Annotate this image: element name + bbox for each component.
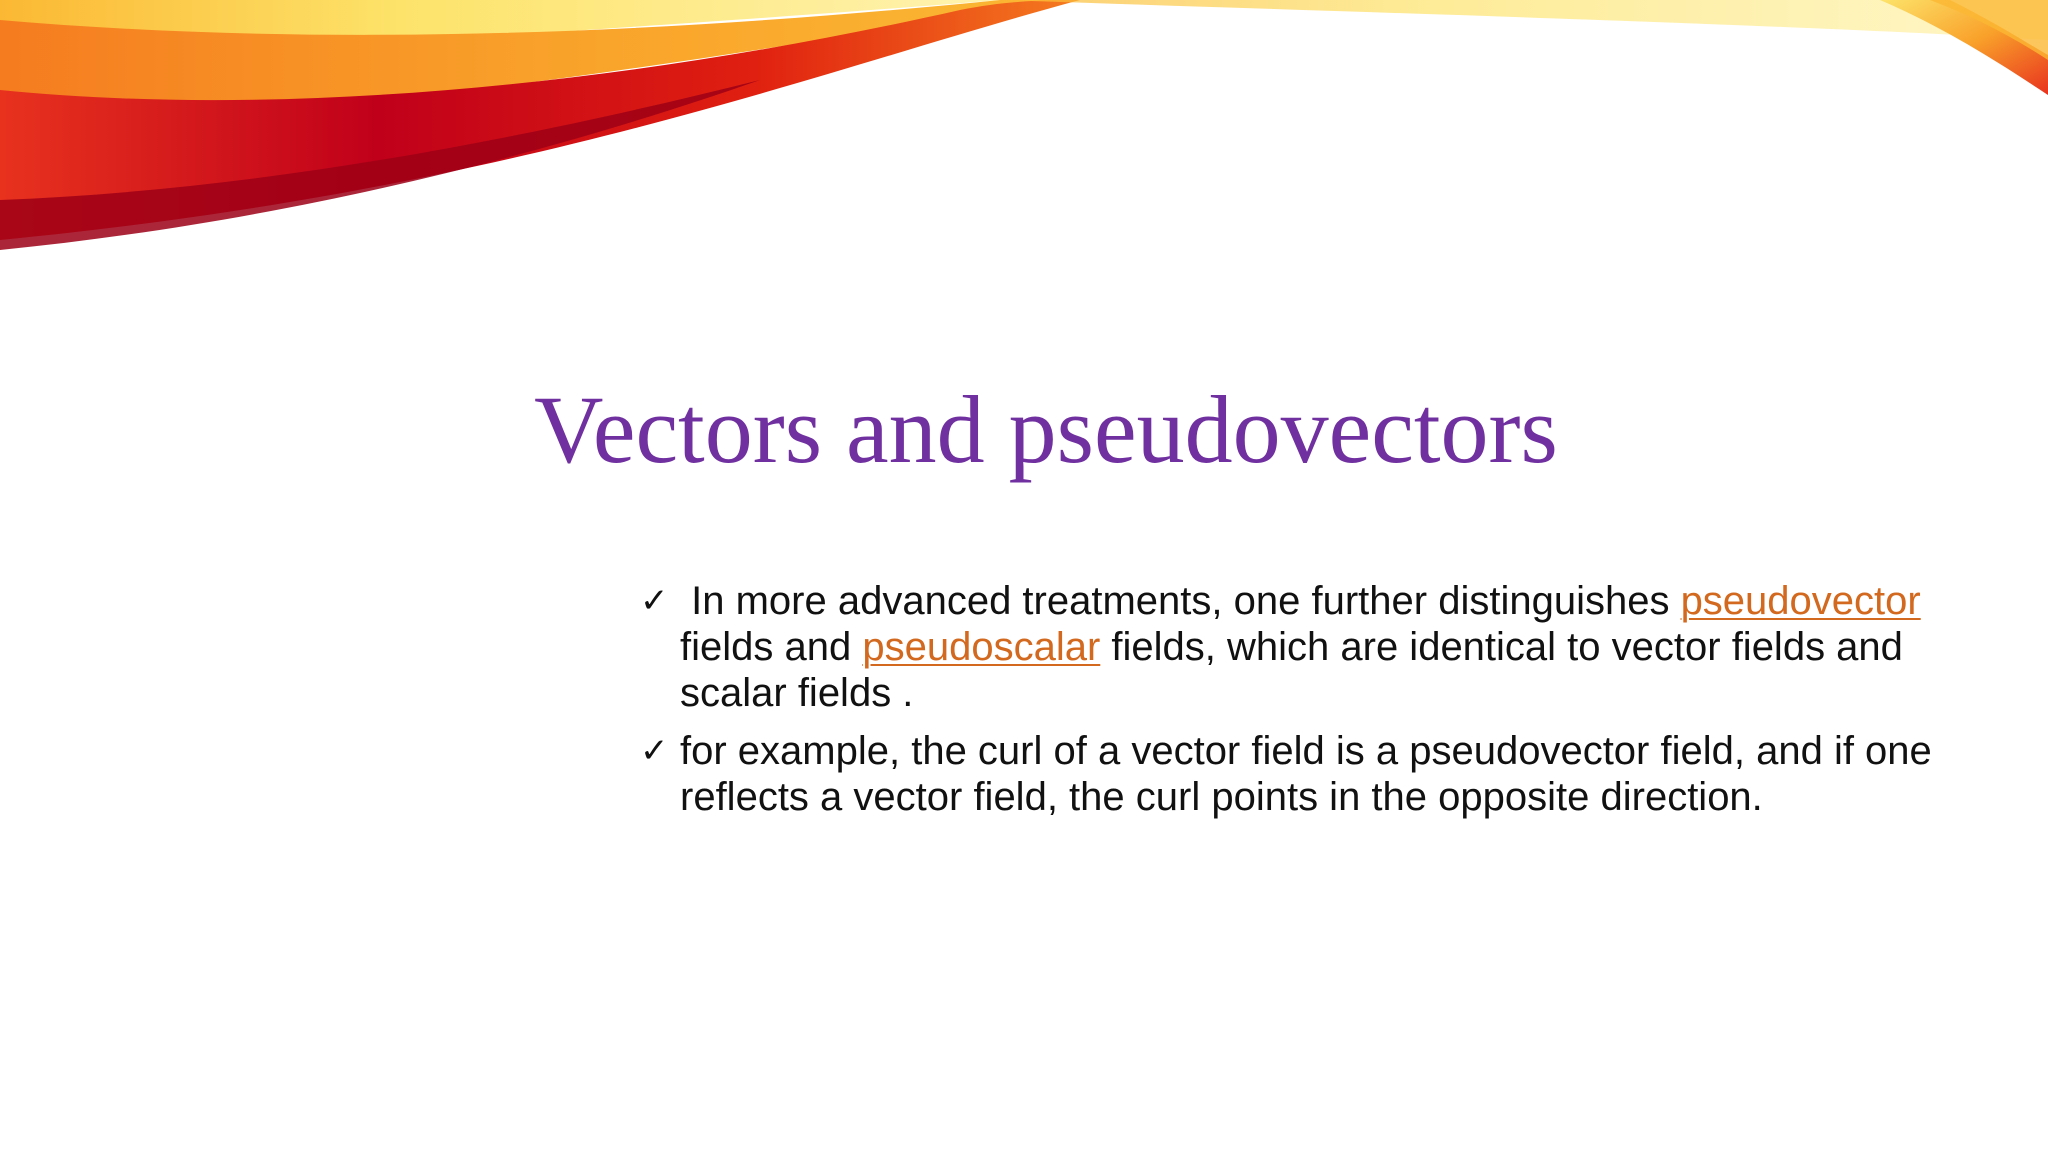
- bullet-leading-space: [680, 579, 691, 623]
- pseudoscalar-link[interactable]: pseudoscalar: [862, 625, 1101, 669]
- decorative-swoosh: [0, 0, 2048, 260]
- slide-title: Vectors and pseudovectors: [534, 376, 1558, 483]
- bullet-list: [640, 578, 1950, 832]
- bullet-item: [640, 728, 1950, 820]
- bullet-item: [640, 578, 1950, 716]
- bullet-text: for example, the curl of a vector field is a pseudovector field, and if one reflects a vector field, the curl points in the opposite direction.: [680, 729, 1932, 819]
- bullet-text: fields, which are identical to vector fields and scalar fields .: [680, 625, 1903, 715]
- pseudovector-link[interactable]: pseudovector: [1680, 579, 1921, 623]
- check-icon: ✓: [640, 731, 669, 771]
- bullet-text: fields and: [680, 625, 863, 669]
- check-icon: ✓: [640, 581, 669, 621]
- bullet-text: In more advanced treatments, one further distinguishes: [691, 579, 1681, 623]
